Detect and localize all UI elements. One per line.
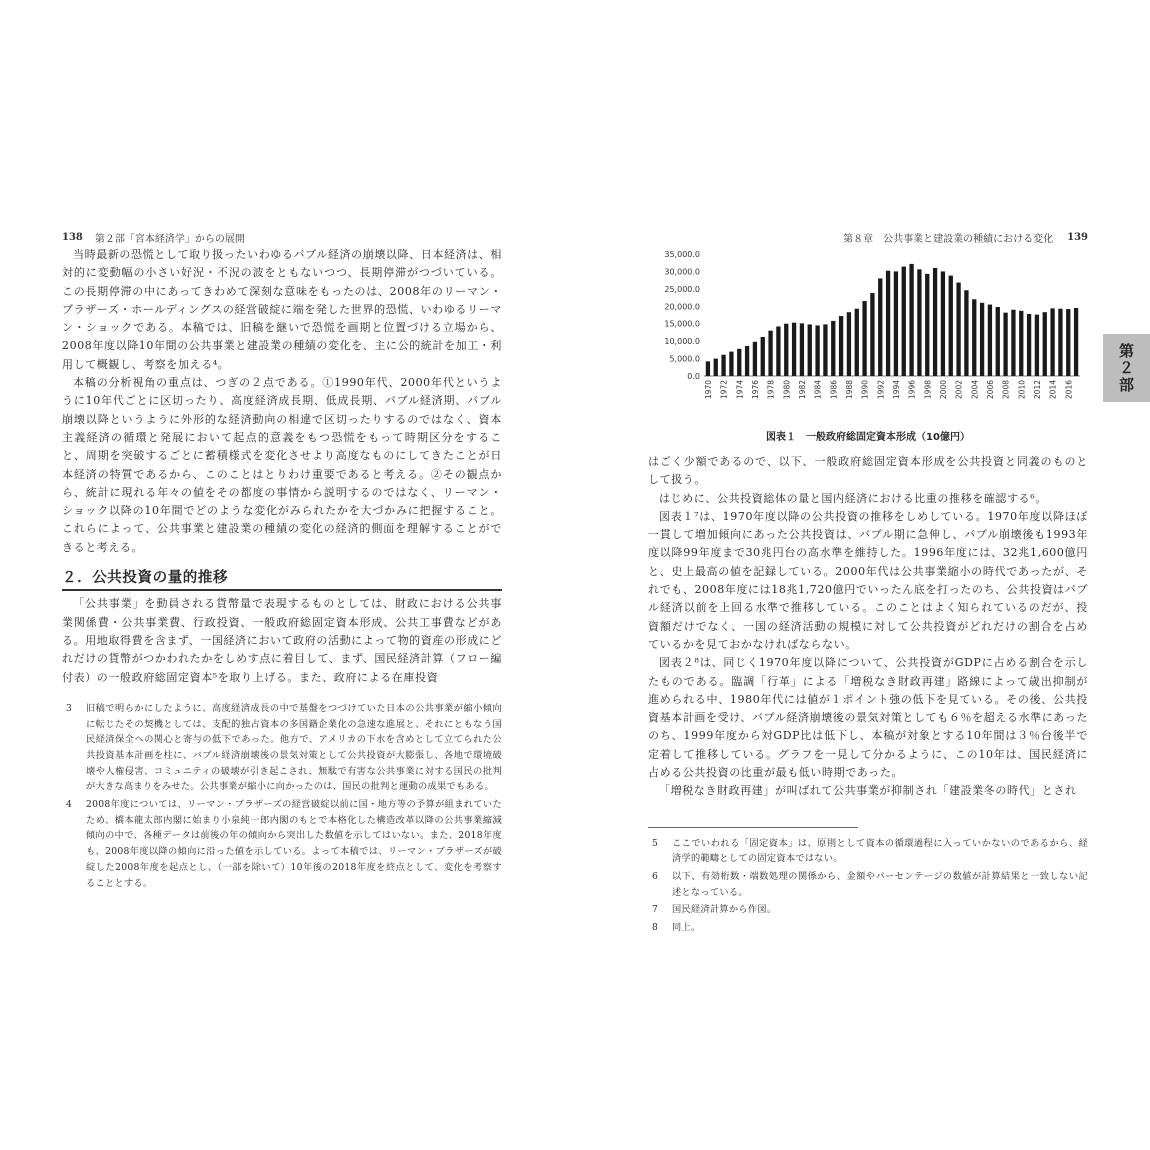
bar-1983 <box>808 324 812 376</box>
paragraph: 図表１⁷は、1970年度以降の公共投資の推移をしめしている。1970年度以降ほぼ一貫して増加傾向にあった公共投資は、バブル期に急伸し、バブル崩壊後も1993年度以降99年度まで30兆円台の高水準を維持した。1996年度には、32兆1,600億円と、史上最高の値を記録している。2000年代は公共事業縮小の時代であったが、それでも、2008年度には18兆1,720億円でいったん底を打ったのち、公共投資はバブル経済以前を上回る水準で推移している。このことはよく知られているのだが、投資額だけでなく、一国の経済活動の規模に対して公共投資がどれだけの割合を占めているかを見ておかなければならない。 <box>648 509 1088 651</box>
bar-1979 <box>776 327 780 377</box>
footnote-text: 以下、有効桁数・端数処理の関係から、金額やパーセンテージの数値が計算結果と一致しない記述となっている。 <box>672 871 1088 898</box>
part-tab-label: 第２部 <box>1117 342 1135 394</box>
bar-1977 <box>761 337 765 376</box>
footnote-rule <box>648 827 858 828</box>
x-tick-label: 2002 <box>954 380 964 400</box>
bar-1996 <box>909 264 913 376</box>
footnote <box>62 701 502 795</box>
bar-1998 <box>925 274 929 376</box>
bar-1988 <box>847 312 851 376</box>
bar-1981 <box>792 323 796 376</box>
section-heading: ２．公共投資の量的推移 <box>62 569 502 591</box>
bar-1999 <box>933 268 937 376</box>
y-tick-label: 25,000.0 <box>664 284 700 294</box>
footnote-number: 4 <box>66 799 73 811</box>
page-number: 138 <box>62 231 83 243</box>
figure-caption: 図表１ 一般政府総固定資本形成（10億円） <box>766 432 970 443</box>
x-tick-label: 1976 <box>750 380 760 400</box>
x-tick-label: 1974 <box>735 380 745 400</box>
bar-2009 <box>1011 310 1015 376</box>
bar-2015 <box>1058 309 1062 376</box>
bar-1974 <box>737 349 741 376</box>
paragraph: 「増税なき財政再建」が叫ばれて公共事業が抑制され「建設業冬の時代」とされ <box>659 784 1077 798</box>
bar-2008 <box>1003 313 1007 376</box>
footnote <box>62 797 502 891</box>
bar-1994 <box>894 271 898 376</box>
footnote-text: 2008年度については、リーマン・ブラザーズの経営破綻以前に国・地方等の予算が組まれていたため、橋本龍太郎内閣に始まり小泉純一郎内閣のもとで本格化した構造改革以降の公共事業縮減傾向の中で、各種データは前後の年の傾向から突出した数値を示してはいない。また、2018年度も、2008年度以降の傾向に沿った値を示している。よって本稿では、リーマン・ブラザーズが破綻した2008年度を起点とし、（一部を除いて）10年後の2018年度を終点として、変化を考察することとする。 <box>86 799 502 889</box>
left-footnotes <box>62 701 502 891</box>
bar-2001 <box>949 276 953 376</box>
y-tick-label: 5,000.0 <box>669 354 700 364</box>
running-head: 第２部「宮本経済学」からの展開 <box>94 233 245 245</box>
page-number: 139 <box>1067 231 1088 243</box>
footnote <box>648 836 1088 867</box>
bar-1976 <box>753 342 757 376</box>
bar-2014 <box>1050 308 1054 376</box>
x-tick-label: 2006 <box>985 380 995 400</box>
running-head: 第８章 公共事業と建設業の種績における変化 <box>843 233 1054 245</box>
bar-chart <box>648 246 1088 426</box>
bar-1975 <box>745 346 749 376</box>
footnote-text: 同上。 <box>672 922 701 934</box>
x-tick-label: 1990 <box>860 380 870 400</box>
figure-1-chart <box>648 246 1088 426</box>
x-tick-label: 1998 <box>923 380 933 400</box>
bar-1972 <box>721 355 725 376</box>
footnote-number: 6 <box>652 871 659 883</box>
y-tick-label: 0.0 <box>687 372 700 381</box>
bar-1978 <box>768 331 772 376</box>
bar-2013 <box>1043 312 1047 376</box>
paragraph: 当時最新の恐慌として取り扱ったいわゆるバブル経済の崩壊以降、日本経済は、相対的に変動幅の小さい好況・不況の波をともないつつ、長期停滞がつづいている。この長期停滞の中にあってきわめて深刻な意味をもったのは、2008年のリーマン・ブラザーズ・ホールディングスの経営破綻に端を発した世界的恐慌、いわゆるリーマン・ショックである。本稿では、旧稿を継いで恐慌を画期と位置づける立場から、2008年度以降10年間の公共事業と建設業の種績の変化を、主に公的統計を加工・利用して概観し、考察を加える⁴。 <box>62 248 502 371</box>
footnote <box>648 920 1088 936</box>
x-tick-label: 2008 <box>1001 380 1011 400</box>
bar-1986 <box>831 321 835 376</box>
bar-1997 <box>917 269 921 376</box>
bar-1973 <box>729 352 733 376</box>
y-tick-label: 15,000.0 <box>664 319 700 329</box>
x-tick-label: 2016 <box>1064 380 1074 400</box>
paragraph: はごく少額であるので、以下、一般政府総固定資本形成を公共投資と同義のものとして扱う。 <box>648 455 1088 487</box>
bar-1991 <box>870 293 874 376</box>
part-tab <box>1103 334 1150 402</box>
x-tick-label: 1996 <box>907 380 917 400</box>
bar-1992 <box>878 278 882 376</box>
bar-1987 <box>839 316 843 376</box>
bar-2005 <box>980 303 984 376</box>
y-tick-label: 10,000.0 <box>664 337 700 347</box>
left-page-header <box>62 228 502 246</box>
x-tick-label: 1970 <box>703 380 713 400</box>
bar-2004 <box>972 299 976 376</box>
paragraph: はじめに、公共投資総体の量と国内経済における比重の推移を確認する⁶。 <box>659 491 1047 505</box>
right-page-header <box>648 228 1088 246</box>
paragraph: 図表２⁸は、同じく1970年度以降について、公共投資がGDPに占める割合を示したものである。臨調「行革」による「増税なき財政再建」路線によって歳出抑制が進められる中、1980年代には値が１ポイント強の低下を見ている。その後、公共投資基本計画を受け、バブル経済崩壊後の景気対策としても６％を超える水準にあったのち、1999年度から対GDP比は低下し、本稿が対象とする10年間は３％台後半で定着して推移している。グラフを一見して分かるように、この10年は、国民経済に占める公共投資の比重が最も低い時期であった。 <box>648 656 1088 780</box>
footnote <box>648 869 1088 900</box>
x-tick-label: 2010 <box>1017 380 1027 400</box>
bar-2003 <box>964 290 968 376</box>
left-body-text <box>62 246 502 687</box>
bar-1984 <box>815 325 819 376</box>
bar-2002 <box>956 283 960 376</box>
y-tick-label: 30,000.0 <box>664 267 700 277</box>
right-page <box>648 228 1088 938</box>
bar-1985 <box>823 324 827 376</box>
x-tick-label: 1988 <box>844 380 854 400</box>
y-tick-label: 20,000.0 <box>664 302 700 312</box>
x-tick-label: 1980 <box>782 380 792 400</box>
x-tick-label: 2012 <box>1032 380 1042 400</box>
footnote-number: 7 <box>652 904 659 916</box>
bar-2016 <box>1066 309 1070 376</box>
footnote-text: 国民経済計算から作図。 <box>672 904 777 916</box>
left-page <box>62 228 502 893</box>
bar-1995 <box>902 267 906 376</box>
x-tick-label: 2004 <box>970 380 980 400</box>
x-tick-label: 1972 <box>719 380 729 400</box>
x-tick-label: 2014 <box>1048 380 1058 400</box>
bar-1971 <box>714 359 718 376</box>
x-tick-label: 1994 <box>891 380 901 400</box>
x-tick-label: 1986 <box>829 380 839 400</box>
x-tick-label: 2000 <box>938 380 948 400</box>
bar-2012 <box>1035 315 1039 376</box>
x-tick-label: 1984 <box>813 380 823 400</box>
bar-2006 <box>988 305 992 376</box>
y-tick-label: 35,000.0 <box>664 250 700 259</box>
bar-2011 <box>1027 314 1031 376</box>
right-body-text <box>648 453 1088 801</box>
x-tick-label: 1992 <box>876 380 886 400</box>
bar-1990 <box>862 301 866 376</box>
x-tick-label: 1978 <box>766 380 776 400</box>
footnote-text: 旧稿で明らかにしたように、高度経済成長の中で基盤をつづけていた日本の公共事業が縮小傾向に転じたその契機としては、支配的独占資本の多国籍企業化の急速な進展と、それにともなう国民経済保全への関心と寄与の低下であった。他方で、アメリカの下水を含めとして立てられた公共投資基本計画を柱に、バブル経済崩壊後の景気対策として公共投資が大膨張し、各地で環境破壊や人権侵害、コミュニティの破壊が引き起こされ、無駄で有害な公共事業に対する国民の批判が大きな高まりをみせた。公共事業が縮小に向かったのは、国民の批判と運動の成果でもある。 <box>86 702 502 793</box>
bar-2007 <box>996 307 1000 376</box>
footnote <box>648 902 1088 918</box>
footnote-text: ここでいわれる「固定資本」は、原則として資本の循環過程に入っていかないのであるから、経済学的範疇としての固定資本ではない。 <box>672 837 1088 865</box>
bar-1982 <box>800 323 804 376</box>
right-footnotes <box>648 827 1088 936</box>
bar-1980 <box>784 324 788 376</box>
bar-1993 <box>886 271 890 376</box>
paragraph: 本稿の分析視角の重点は、つぎの２点である。①1990年代、2000年代というように10年代ごとに区切ったり、高度経済成長期、低成長期、バブル経済期、バブル崩壊以降というように外形的な経済動向の相違で区切ったりするのではなく、資本主義経済の循環と発展において起点的意義をもつ恐慌をもって時期区分をすること、周期を突破するごとに蓄積様式を変化させより高度なものにしてきたことが日本経済の特質であるから、このことはとりわけ重要であると考える。②その観点から、統計に現れる年々の値をその都度の事情から説明するのではなく、リーマン・ショック以降の10年間でどのような変化がみられたかを大づかみに把握すること。これらによって、公共事業と建設業の種績の変化の経済的側面を理解することができると考える。 <box>62 376 502 554</box>
footnote-number: 3 <box>66 702 73 714</box>
paragraph: 「公共事業」を動員される貨幣量で表現するものとしては、財政における公共事業関係費・公共事業費、行政投資、一般政府総固定資本形成、公共工事費などがある。用地取得費を含まず、一国経済において政府の活動によって物的資産の形成にどれだけの貨幣がつかわれたかをしめす点に着目して、まず、国民経済計算（フロー編付表）の一般政府総固定資本⁵を取り上げる。また、政府による在庫投資 <box>62 597 502 684</box>
bar-1970 <box>706 361 710 376</box>
bar-2017 <box>1074 308 1078 376</box>
bar-2000 <box>941 271 945 376</box>
bar-1989 <box>855 309 859 376</box>
bar-2010 <box>1019 311 1023 376</box>
footnote-number: 5 <box>652 837 659 849</box>
x-tick-label: 1982 <box>797 380 807 400</box>
footnote-number: 8 <box>652 922 659 934</box>
